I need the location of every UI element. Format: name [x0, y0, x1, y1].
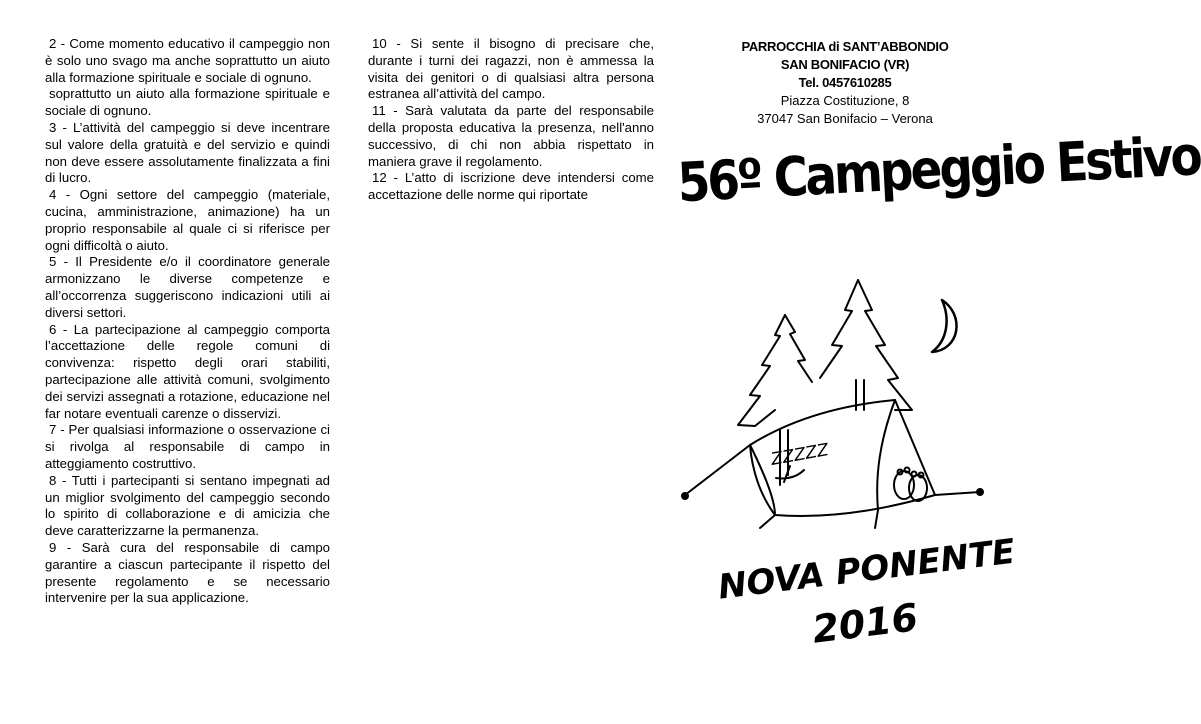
rule-paragraph: soprattutto un aiuto alla formazione spirituale e sociale di ognuno.: [45, 86, 330, 119]
tent-illustration: [680, 270, 990, 540]
rule-paragraph: 10 - Si sente il bisogno di precisare che, durante i turni dei ragazzi, non è ammessa la visita dei genitori o di qualsiasi altra persona estranea all’attività del campo.: [368, 36, 654, 102]
feet-icon: [894, 468, 927, 502]
rule-paragraph: 6 - La partecipazione al campeggio comporta l’accettazione delle regole comuni di convivenza: rispetto degli orari stabiliti, partecipazione alle attività comuni, svolgimento dei servizi assegnati a rotazione, educazione nel far notare eventuali carenze o disservizi.: [45, 321, 330, 421]
parish-header: [705, 38, 985, 128]
year-title: 2016: [810, 595, 921, 652]
rule-paragraph: 8 - Tutti i partecipanti si sentano impegnati ad un miglior svolgimento del campeggio secondo lo spirito di collaborazione e di amicizia che deve caratterizzarne la permanenza.: [45, 472, 330, 539]
tree-icon: [820, 280, 912, 410]
rule-paragraph: 11 - Sarà valutata da parte del responsabile della proposta educativa la presenza, nell'anno successivo, di chi non abbia rispettato in maniera grave il regolamento.: [368, 103, 654, 169]
parish-street: Piazza Costituzione, 8: [780, 93, 910, 108]
rule-paragraph: 12 - L’atto di iscrizione deve intendersi come accettazione delle norme qui riportate: [368, 170, 654, 203]
rule-paragraph: 5 - Il Presidente e/o il coordinatore generale armonizzano le diverse competenze e all’occorrenza suggeriscono indicazioni utili ai diversi settori.: [45, 254, 330, 320]
rule-paragraph: 9 - Sarà cura del responsabile di campo garantire a ciascun partecipante il rispetto del presente regolamento e se necessario intervenire per la sua applicazione.: [45, 539, 330, 606]
location-title: NOVA PONENTE: [716, 531, 1018, 608]
moon-icon: [932, 300, 957, 352]
rule-paragraph: 2 - Come momento educativo il campeggio non è solo uno svago ma anche soprattutto un aiuto alla formazione spirituale e sociale di ognuno.: [45, 36, 330, 85]
tent-icon: [682, 400, 983, 528]
regulations-left-column: [45, 36, 330, 607]
parish-town: SAN BONIFACIO (VR): [780, 57, 910, 72]
parish-name: PARROCCHIA di SANT’ABBONDIO: [741, 39, 949, 54]
camp-title: 56º Campeggio Estivo: [676, 124, 1201, 216]
rule-paragraph: 3 - L’attività del campeggio si deve incentrare sul valore della gratuità e del servizio e quindi non deve essere assolutamente finalizzata a fini di lucro.: [45, 119, 330, 186]
rule-paragraph: 4 - Ogni settore del campeggio (materiale, cucina, amministrazione, animazione) ha un proprio responsabile al quale ci si riferisce per ogni difficoltà o aiuto.: [45, 187, 330, 253]
rule-paragraph: 7 - Per qualsiasi informazione o osservazione ci si rivolga al responsabile di campo in atteggiamento costruttivo.: [45, 422, 330, 471]
parish-city: 37047 San Bonifacio – Verona: [757, 111, 933, 126]
regulations-middle-column: [368, 36, 654, 204]
parish-phone: Tel. 0457610285: [798, 75, 892, 90]
snore-text: ZZZZZ: [769, 440, 831, 470]
